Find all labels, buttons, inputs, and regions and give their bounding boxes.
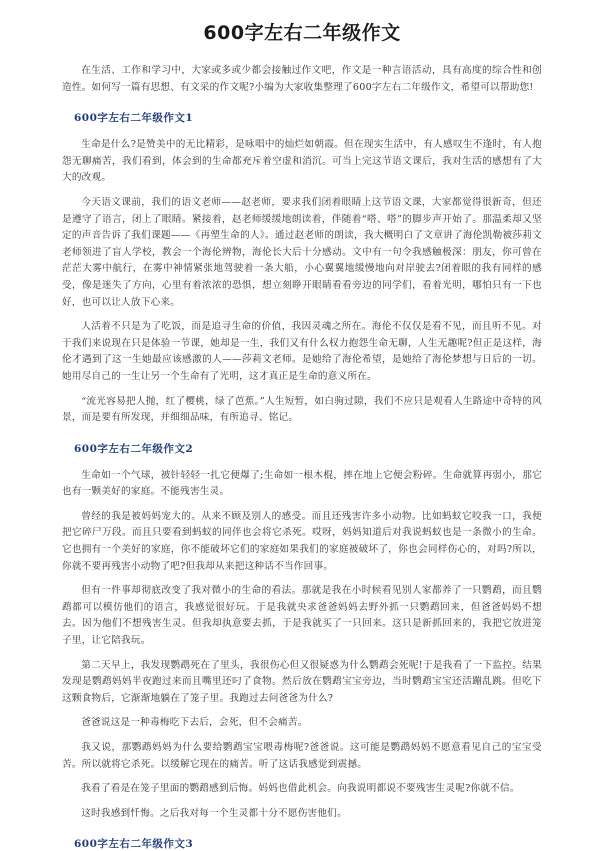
section-heading-2: 600字左右二年级作文2: [74, 442, 194, 455]
section-2-paragraph: 第二天早上，我发现鹦鹉死在了里头，我很伤心但又很疑惑为什么鹦鹉会死呢!于是我看了一下监控。结果发现是鹦鹉妈妈半夜跑过来而且嘴里还叼了食物。然后放在鹦鹉宝宝旁边，当时鹦鹉宝宝还活蹦乱跳。但吃下这颗食物后，它渐渐地躺在了笼子里。我跑过去问爸爸为什么?: [62, 659, 542, 704]
section-2-paragraph: 曾经的我是被妈妈宠大的。从来不顾及别人的感受。而且还残害许多小动物。比如蚂蚁它咬我一口，我便把它碎尸万段。而且只要看到蚂蚁的同伴也会将它杀死。哎呀，妈妈知道后对我说蚂蚁也是一条微小的生命。它也拥有一个美好的家庭，你不能破坏它们的家庭如果我们的家庭被破坏了，你也会同样伤心的，对吗?所以，你就不要再残害小动物了吧?但我却从来把这种话不当作回事。: [62, 510, 542, 572]
page-title: 600字左右二年级作文: [203, 22, 401, 44]
section-heading-1: 600字左右二年级作文1: [74, 112, 194, 125]
section-2-paragraph: 生命如一个气球，被针轻轻一扎它便爆了;生命如一根木棍，摔在地上它便会粉碎。生命就算再弱小，那它也有一颗美好的家庭。不能残害生灵。: [62, 469, 542, 498]
section-1-paragraph: “流光容易把人抛，红了樱桃，绿了芭蕉。”人生短暂，如白驹过隙，我们不应只是观看人生路途中奇特的风景，而是要有所发现，并细细品味，有所追寻、铭记。: [62, 395, 542, 424]
section-1-paragraph: 生命是什么?是赞美中的无比精彩，是咏唱中的灿烂如朝霞。但在现实生活中，有人感叹生不逢时，有人抱怨无聊痛苦，我们看到，体会到的生命都充斥着空虚和消沉。可当上完这节语文课后，我对生活的感想有了大大的改观。: [62, 139, 542, 184]
section-2-paragraph: 这时我感到忏悔。之后我对每一个生灵都十分不愿伤害他们。: [81, 807, 347, 819]
section-2-paragraph: 我看了看是在笼子里面的鹦鹉感到后悔。妈妈也借此机会。向我说明都说不要残害生灵呢?你就不信。: [81, 783, 520, 795]
intro-paragraph: 在生活、工作和学习中，大家或多或少都会接触过作文吧，作文是一种言语活动，具有高度的综合性和创造性。如何写一篇有思想、有文采的作文呢?小编为大家收集整理了600字左右二年级作文，希望可以帮助您!: [62, 65, 542, 93]
section-1-paragraph: 今天语文课前，我们的语文老师——赵老师，要求我们闭着眼睛上这节语文课，大家都觉得很新奇，但还是遵守了语言，闭上了眼睛。紧接着，赵老师缓缓地朗读着，伴随着“嗒、嗒”的脚步声开始了。那温柔却又坚定的声音告诉了我们课题——《再塑生命的人》。通过赵老师的朗读，我大概明白了文章讲了海伦凯勒被莎莉文老师领进了盲人学校，教会一个海伦辨物，海伦长大后十分感动。文中有一句令我感触极深：朋友，你可曾在茫茫大雾中航行，在雾中神情紧张地驾驶着一条大船，小心翼翼地缓慢地向对岸驶去?闭着眼的我有同样的感受，像是迷失了方向，心里有着浓浓的恐惧，想立刻睁开眼睛看看旁边的同学们，看着光明，哪怕只有一下也好，也可以让人放下心来。: [62, 196, 542, 308]
section-2-paragraph: 但有一件事却彻底改变了我对微小的生命的看法。那就是我在小时候看见别人家都养了一只鹦鹉，而且鹦鹉都可以模仿他们的语言，我感觉很好玩。于是我就央求爸爸妈妈去野外抓一只鹦鹉回来，但爸爸妈妈不想去。因为他们不想残害生灵。但我却执意要去抓，于是我就买了一只回来。这只是新抓回来的，我把它放进笼子里，让它陪我玩。: [62, 585, 542, 647]
section-2-paragraph: 我又说，那鹦鹉妈妈为什么要给鹦鹉宝宝喂毒梅呢?爸爸说。这可能是鹦鹉妈妈不愿意看见自己的宝宝受苦。所以就将它杀死。以缓解它现在的痛苦。听了这话我感觉到震撼。: [62, 742, 542, 770]
section-heading-3: 600字左右二年级作文3: [74, 838, 194, 851]
section-2-paragraph: 爸爸说这是一种毒梅吃下去后，会死，但不会痛苦。: [81, 717, 308, 729]
section-1-paragraph: 人活着不只是为了吃饭，而是追寻生命的价值，我因灵魂之所在。海伦不仅仅是看不见，而且听不见。对于我们来说现在只是体验一节课，她却是一生，我们又有什么权力抱怨生命无聊，人生无趣呢?但正是这样，海伦才遇到了这一生她最应该感激的人——莎莉文老师。是她给了海伦希望，是她给了海伦梦想与日后的一切。她用尽自己的一生让另一个生命有了光明，这才真正是生命的意义所在。: [62, 321, 542, 382]
